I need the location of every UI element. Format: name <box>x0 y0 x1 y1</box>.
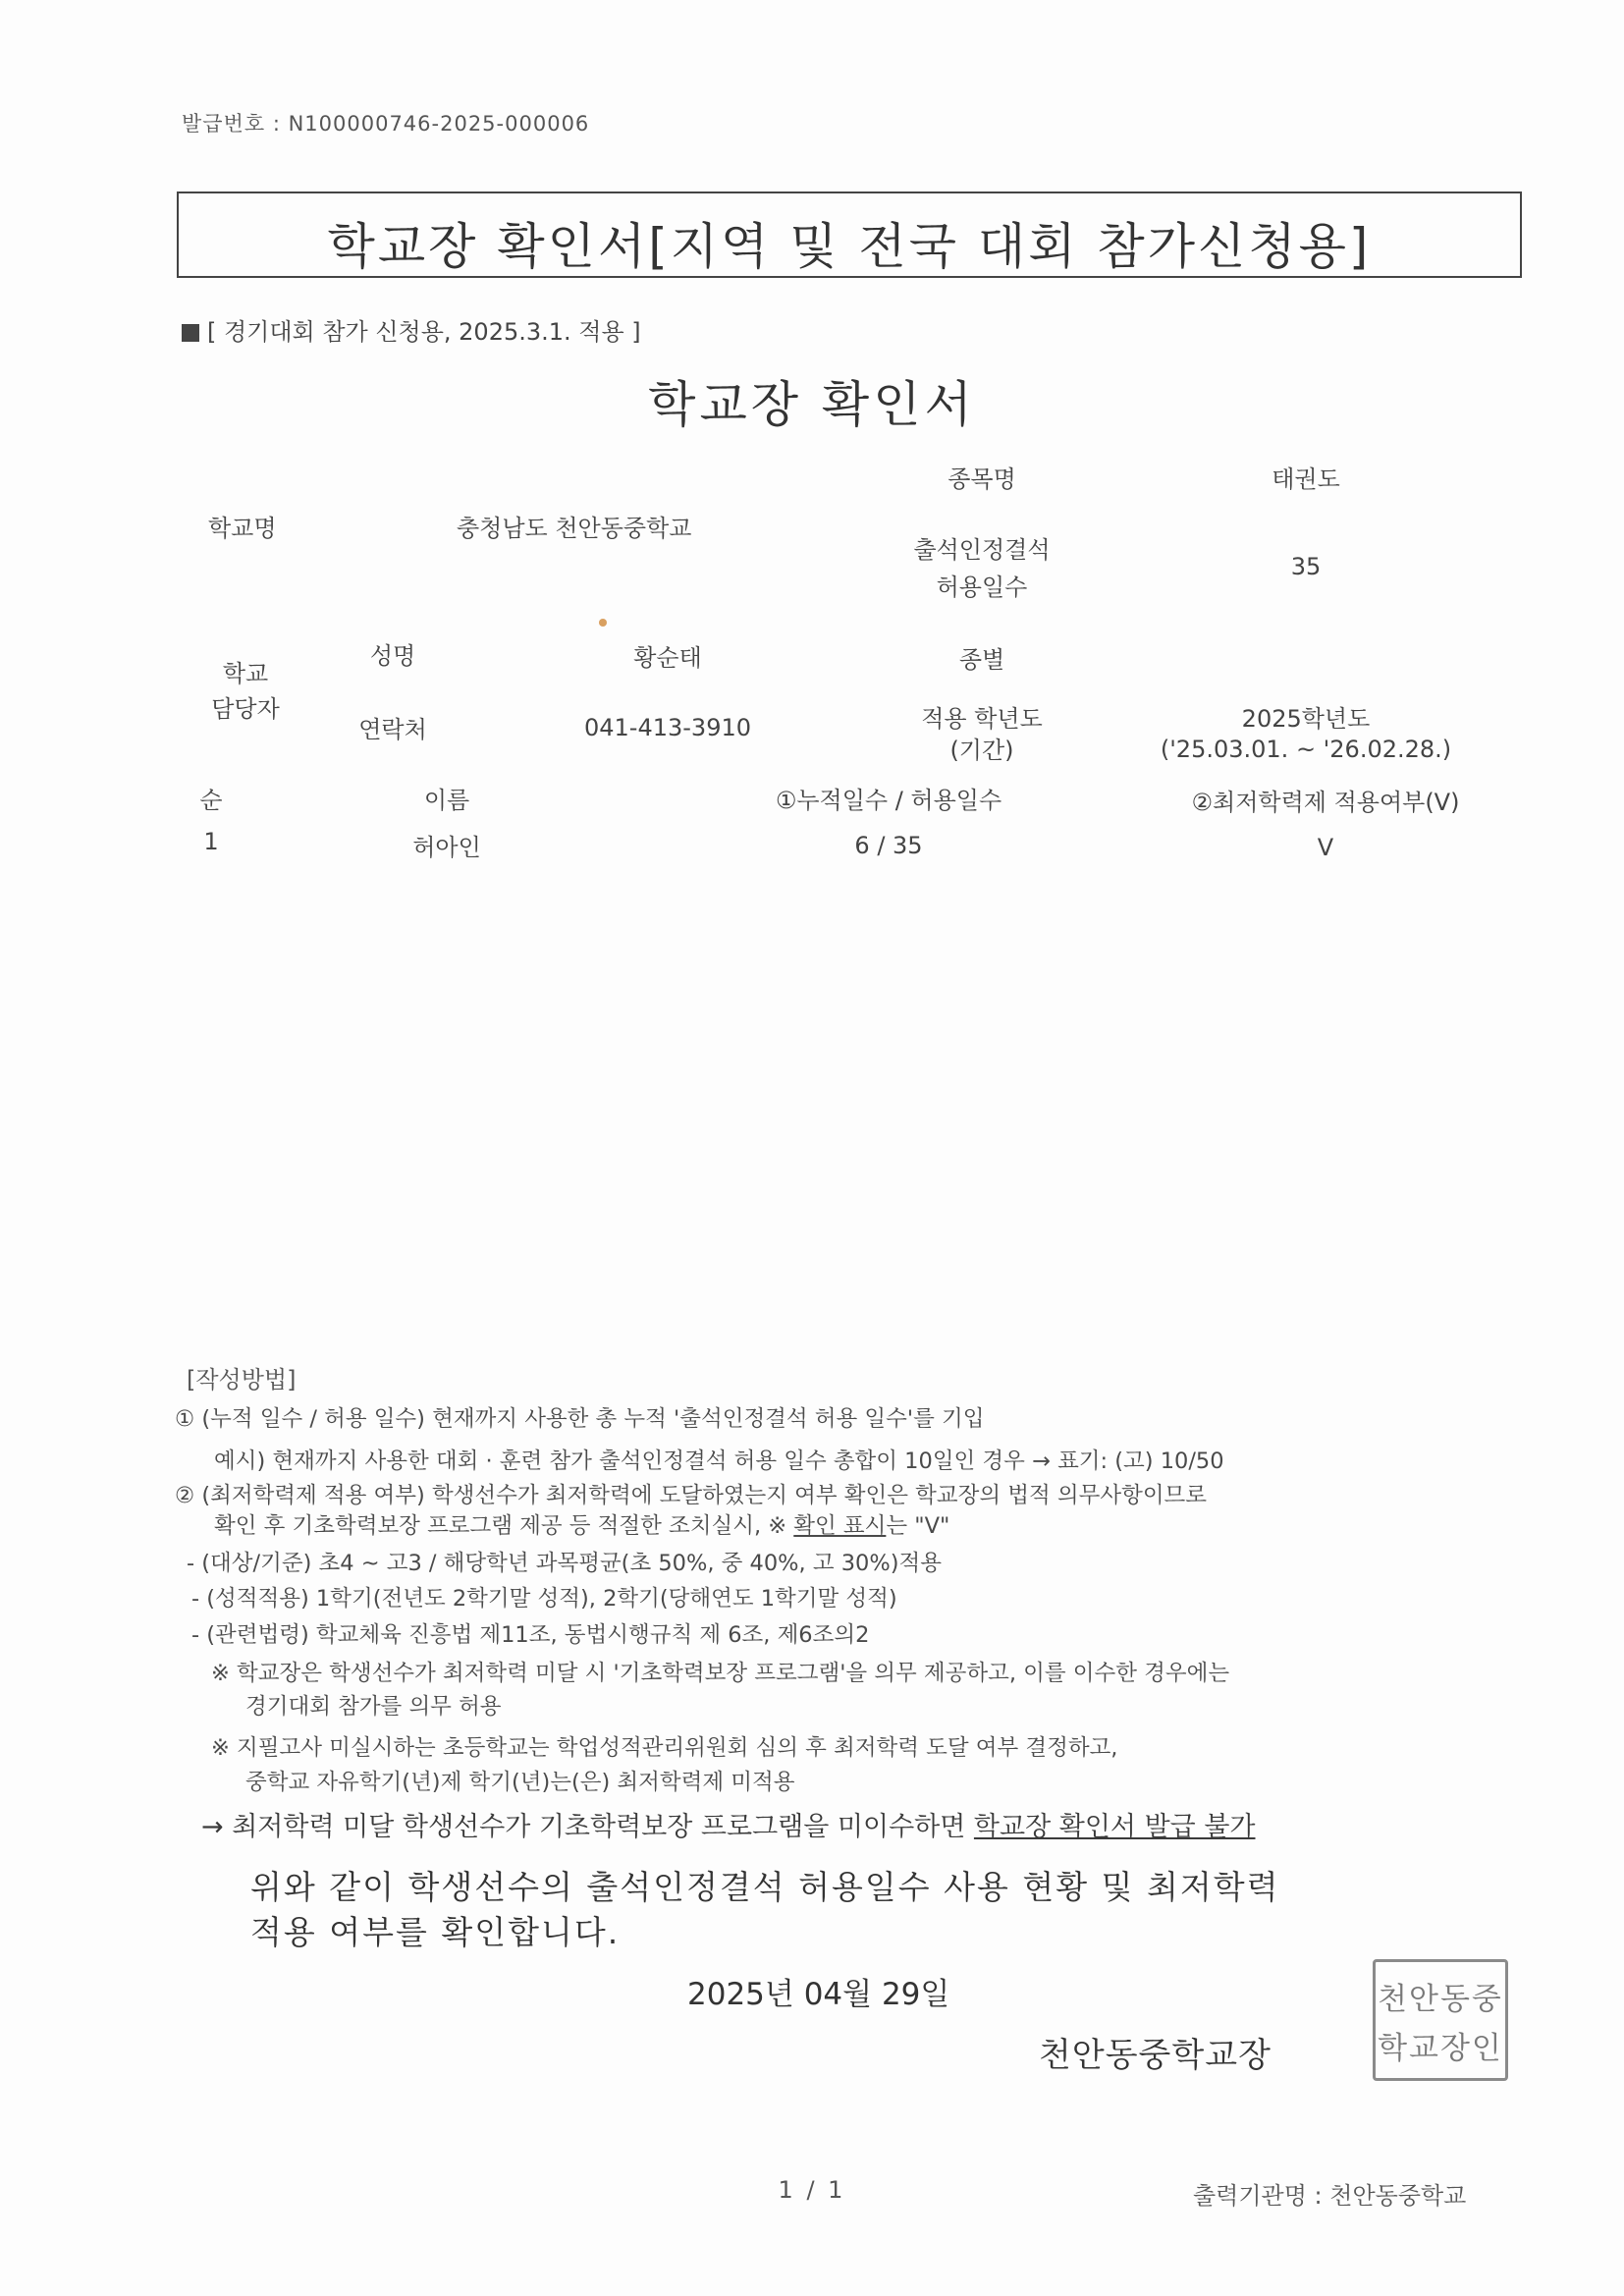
allowed-days-label-1: 출석인정결석 <box>913 536 1051 564</box>
instruction-line-4-b: 확인 표시 <box>793 1513 887 1539</box>
instruction-line-1: ① (누적 일수 / 허용 일수) 현재까지 사용한 총 누적 '출석인정결석 허용 일수'를 기입 <box>175 1406 985 1432</box>
year-value-2: ('25.03.01. ~ '26.02.28.) <box>1160 736 1452 763</box>
instruction-line-5: - (대상/기준) 초4 ~ 고3 / 해당학년 과목평균(초 50%, 중 40%, 고 30%)적용 <box>187 1551 942 1576</box>
instruction-line-11: 중학교 자유학기(년)제 학기(년)는(은) 최저학력제 미적용 <box>245 1770 795 1795</box>
table-cell-name: 허아인 <box>412 834 481 861</box>
school-seal <box>1373 1959 1508 2081</box>
year-label-2: (기간) <box>949 737 1014 764</box>
output-org: 출력기관명 : 천안동중학교 <box>1193 2182 1467 2210</box>
instruction-line-4 <box>214 1508 949 1540</box>
seal-line-2: 학교장인 <box>1378 2031 1503 2066</box>
instruction-line-7: - (관련법령) 학교체육 진흥법 제11조, 동법시행규칙 제 6조, 제6조의2 <box>191 1622 870 1648</box>
instruction-line-10: ※ 지필고사 미실시하는 초등학교는 학업성적관리위원회 심의 후 최저학력 도달 여부 결정하고, <box>211 1735 1118 1761</box>
school-value: 충청남도 천안동중학교 <box>457 515 692 542</box>
instruction-line-12-b: 학교장 확인서 발급 불가 <box>973 1812 1256 1842</box>
table-cell-minimum: V <box>1317 834 1334 861</box>
allowed-days-value: 35 <box>1290 553 1322 580</box>
table-header-minimum: ②최저학력제 적용여부(V) <box>1191 789 1460 816</box>
table-cell-no: 1 <box>203 828 219 855</box>
stray-mark <box>599 619 607 627</box>
seal-line-1: 천안동중 <box>1378 1982 1503 2017</box>
instruction-line-3-a: ② (최저학력제 적용 여부) 학생선수가 최저학력에 도달하였는지 여부 확인은 <box>175 1483 916 1508</box>
instruction-line-12 <box>201 1805 1256 1843</box>
allowed-days-label-2: 허용일수 <box>936 574 1028 601</box>
instructions-title: [작성방법] <box>187 1366 297 1394</box>
table-cell-days: 6 / 35 <box>854 832 923 859</box>
name-value: 황순태 <box>633 644 702 672</box>
instruction-line-4-c: 는 "V" <box>886 1513 950 1539</box>
instruction-line-3-c: 이므로 <box>1142 1483 1208 1508</box>
school-label: 학교명 <box>208 515 277 542</box>
instruction-line-12-a: → 최저학력 미달 학생선수가 기초학력보장 프로그램을 미이수하면 <box>201 1812 974 1842</box>
year-label-1: 적용 학년도 <box>921 705 1043 733</box>
scope-note-text: [ 경기대회 참가 신청용, 2025.3.1. 적용 ] <box>207 318 641 346</box>
name-label: 성명 <box>369 642 416 670</box>
type-label: 종별 <box>958 646 1005 674</box>
confirmation-line-1: 위와 같이 학생선수의 출석인정결석 허용일수 사용 현황 및 최저학력 <box>250 1868 1280 1906</box>
instruction-line-3-b: 학교장의 법적 의무사항 <box>915 1483 1143 1508</box>
issue-date: 2025년 04월 29일 <box>687 1977 950 2012</box>
contact-value: 041-413-3910 <box>583 714 751 741</box>
issue-number: 발급번호 : N100000746-2025-000006 <box>182 112 590 136</box>
manager-label-1: 학교 <box>222 660 269 687</box>
scope-note <box>182 312 641 347</box>
instruction-line-3 <box>175 1478 1207 1509</box>
header-title-box <box>177 191 1522 278</box>
table-header-days: ①누적일수 / 허용일수 <box>775 787 1002 814</box>
table-header-name: 이름 <box>423 787 470 814</box>
confirmation-line-2: 적용 여부를 확인합니다. <box>250 1913 621 1951</box>
header-title: 학교장 확인서[지역 및 전국 대회 참가신청용] <box>327 218 1372 275</box>
signer: 천안동중학교장 <box>1039 2036 1272 2075</box>
document-title: 학교장 확인서 <box>648 376 976 433</box>
page-number: 1 / 1 <box>778 2176 846 2204</box>
square-bullet-icon <box>182 324 199 342</box>
table-header-no: 순 <box>199 787 223 814</box>
year-value-1: 2025학년도 <box>1241 705 1371 733</box>
event-label: 종목명 <box>947 465 1016 493</box>
event-value: 태권도 <box>1272 465 1340 493</box>
instruction-line-8: ※ 학교장은 학생선수가 최저학력 미달 시 '기초학력보장 프로그램'을 의무 제공하고, 이를 이수한 경우에는 <box>211 1661 1230 1686</box>
manager-label-2: 담당자 <box>211 695 280 723</box>
contact-label: 연락처 <box>358 716 427 743</box>
instruction-line-6: - (성적적용) 1학기(전년도 2학기말 성적), 2학기(당해연도 1학기말 성적) <box>191 1586 897 1612</box>
instruction-line-4-a: 확인 후 기초학력보장 프로그램 제공 등 적절한 조치실시, ※ <box>214 1513 794 1539</box>
instruction-line-9: 경기대회 참가를 의무 허용 <box>245 1694 502 1720</box>
instruction-line-2: 예시) 현재까지 사용한 대회 · 훈련 참가 출석인정결석 허용 일수 총합이 10일인 경우 → 표기: (고) 10/50 <box>214 1449 1224 1474</box>
